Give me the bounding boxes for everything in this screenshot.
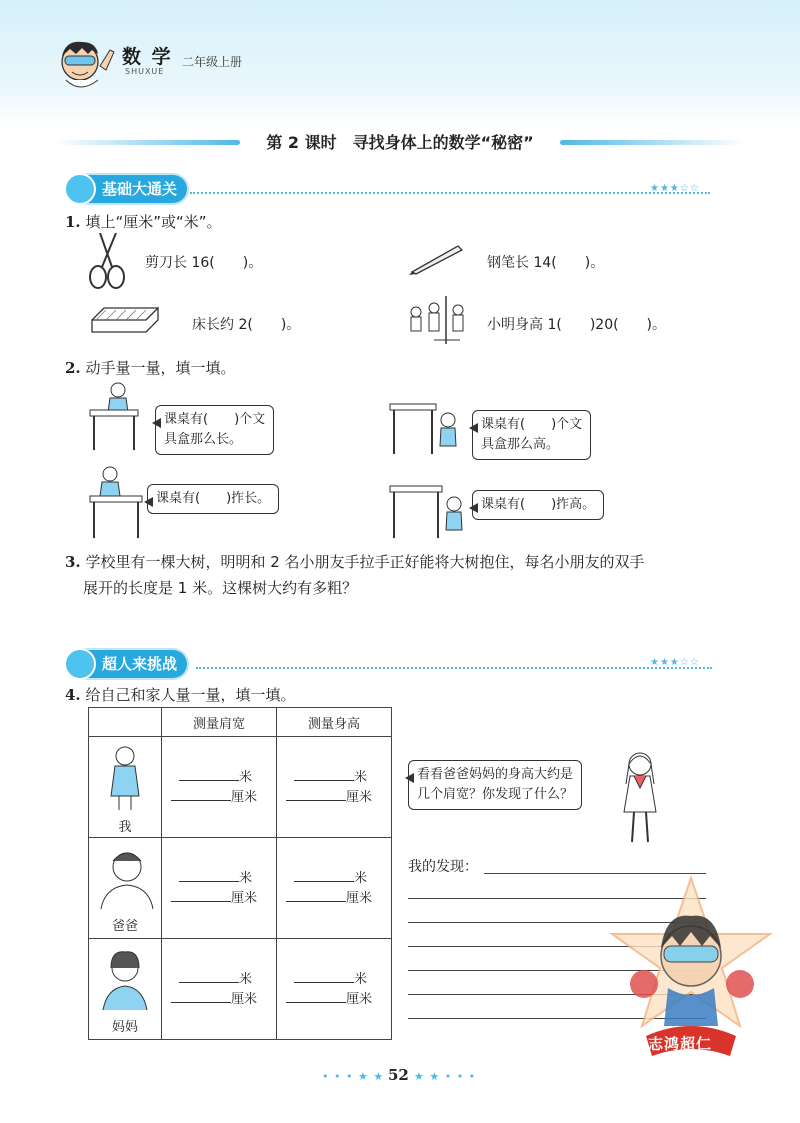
q1-item-height: 小明身高 1( )20( )。 <box>487 317 667 333</box>
desk-span-height-illustration <box>386 480 470 540</box>
table-row <box>89 939 392 1040</box>
person-label: 妈妈 <box>111 1020 138 1035</box>
desk-measure-height-illustration <box>386 398 466 456</box>
q2-prompt: 2. 动手量一量，填一填。 <box>65 359 236 377</box>
section-divider-2 <box>196 667 712 669</box>
table-header-person <box>89 708 162 737</box>
section-divider <box>190 192 710 194</box>
footer-stars-left: • • • ★ ★ <box>322 1070 385 1083</box>
robot-icon <box>64 648 96 680</box>
q1-item-scissors: 剪刀长 16( )。 <box>145 255 263 271</box>
q1-item-pen: 钢笔长 14( )。 <box>487 255 605 271</box>
dad-avatar <box>95 845 155 911</box>
measurement-table <box>88 707 392 1040</box>
globe-icon <box>64 173 96 205</box>
rating-stars: ★★★☆☆ <box>650 183 700 194</box>
footer-stars-right: ★ ★ • • • <box>414 1070 477 1083</box>
shoulder-cell[interactable]: 米 厘米 <box>162 939 277 1040</box>
q2-bubble-length-box: 课桌有( )个文 具盒那么长。 <box>155 405 274 455</box>
finding-label: 我的发现： <box>408 859 478 875</box>
page-header <box>0 0 800 125</box>
q1-item-bed: 床长约 2( )。 <box>192 317 301 333</box>
q2-bubble-height-box: 课桌有( )个文 具盒那么高。 <box>472 410 591 460</box>
desk-span-length-illustration <box>86 462 146 540</box>
person-cell <box>89 838 162 939</box>
grade-label: 二年级上册 <box>182 55 243 69</box>
shoulder-cell[interactable]: 米 厘米 <box>162 737 277 838</box>
q3-text-line1: 3. 学校里有一棵大树，明明和 2 名小朋友手拉手正好能将大树抱住，每名小朋友的双手 <box>65 553 645 571</box>
page-number: 52 <box>388 1066 409 1084</box>
rating-stars-2: ★★★☆☆ <box>650 657 700 668</box>
subject-pinyin: SHUXUE <box>125 67 165 76</box>
person-label: 我 <box>118 820 132 835</box>
height-cell[interactable]: 米 厘米 <box>277 838 392 939</box>
subject-title: 数 学 <box>122 46 173 68</box>
table-row <box>89 838 392 939</box>
mom-avatar <box>97 946 153 1012</box>
children-height-icon <box>404 294 468 346</box>
stamp-text: 志鸿超仁 <box>648 1035 713 1053</box>
q2-bubble-span-height: 课桌有( )拃高。 <box>472 490 604 520</box>
girl-avatar <box>105 744 145 812</box>
answer-line[interactable] <box>484 873 706 874</box>
mascot-logo <box>52 36 120 94</box>
table-header-shoulder: 测量肩宽 <box>162 708 277 737</box>
q4-hint-bubble: 看看爸爸妈妈的身高大约是 几个肩宽？你发现了什么？ <box>408 760 582 810</box>
person-cell <box>89 939 162 1040</box>
pen-icon <box>408 240 464 276</box>
shoulder-cell[interactable]: 米 厘米 <box>162 838 277 939</box>
person-cell <box>89 737 162 838</box>
height-cell[interactable]: 米 厘米 <box>277 939 392 1040</box>
q1-prompt: 1. 填上“厘米”或“米”。 <box>65 213 222 231</box>
q2-bubble-span-length: 课桌有( )拃长。 <box>147 484 279 514</box>
q3-text-line2: 展开的长度是 1 米。这棵树大约有多粗？ <box>83 579 358 597</box>
lesson-title: 第 2 课时 寻找身体上的数学“秘密” <box>266 133 534 152</box>
height-cell[interactable]: 米 厘米 <box>277 737 392 838</box>
scissors-icon <box>86 233 128 291</box>
table-row <box>89 737 392 838</box>
section-badge-challenge: 超人来挑战 <box>72 650 187 678</box>
section-badge-basic: 基础大通关 <box>72 175 187 203</box>
bed-icon <box>86 300 164 336</box>
q4-prompt: 4. 给自己和家人量一量，填一填。 <box>65 686 296 704</box>
girl-illustration <box>612 748 668 848</box>
desk-measure-length-illustration <box>86 380 146 452</box>
person-label: 爸爸 <box>111 919 138 934</box>
table-header-height: 测量身高 <box>277 708 392 737</box>
